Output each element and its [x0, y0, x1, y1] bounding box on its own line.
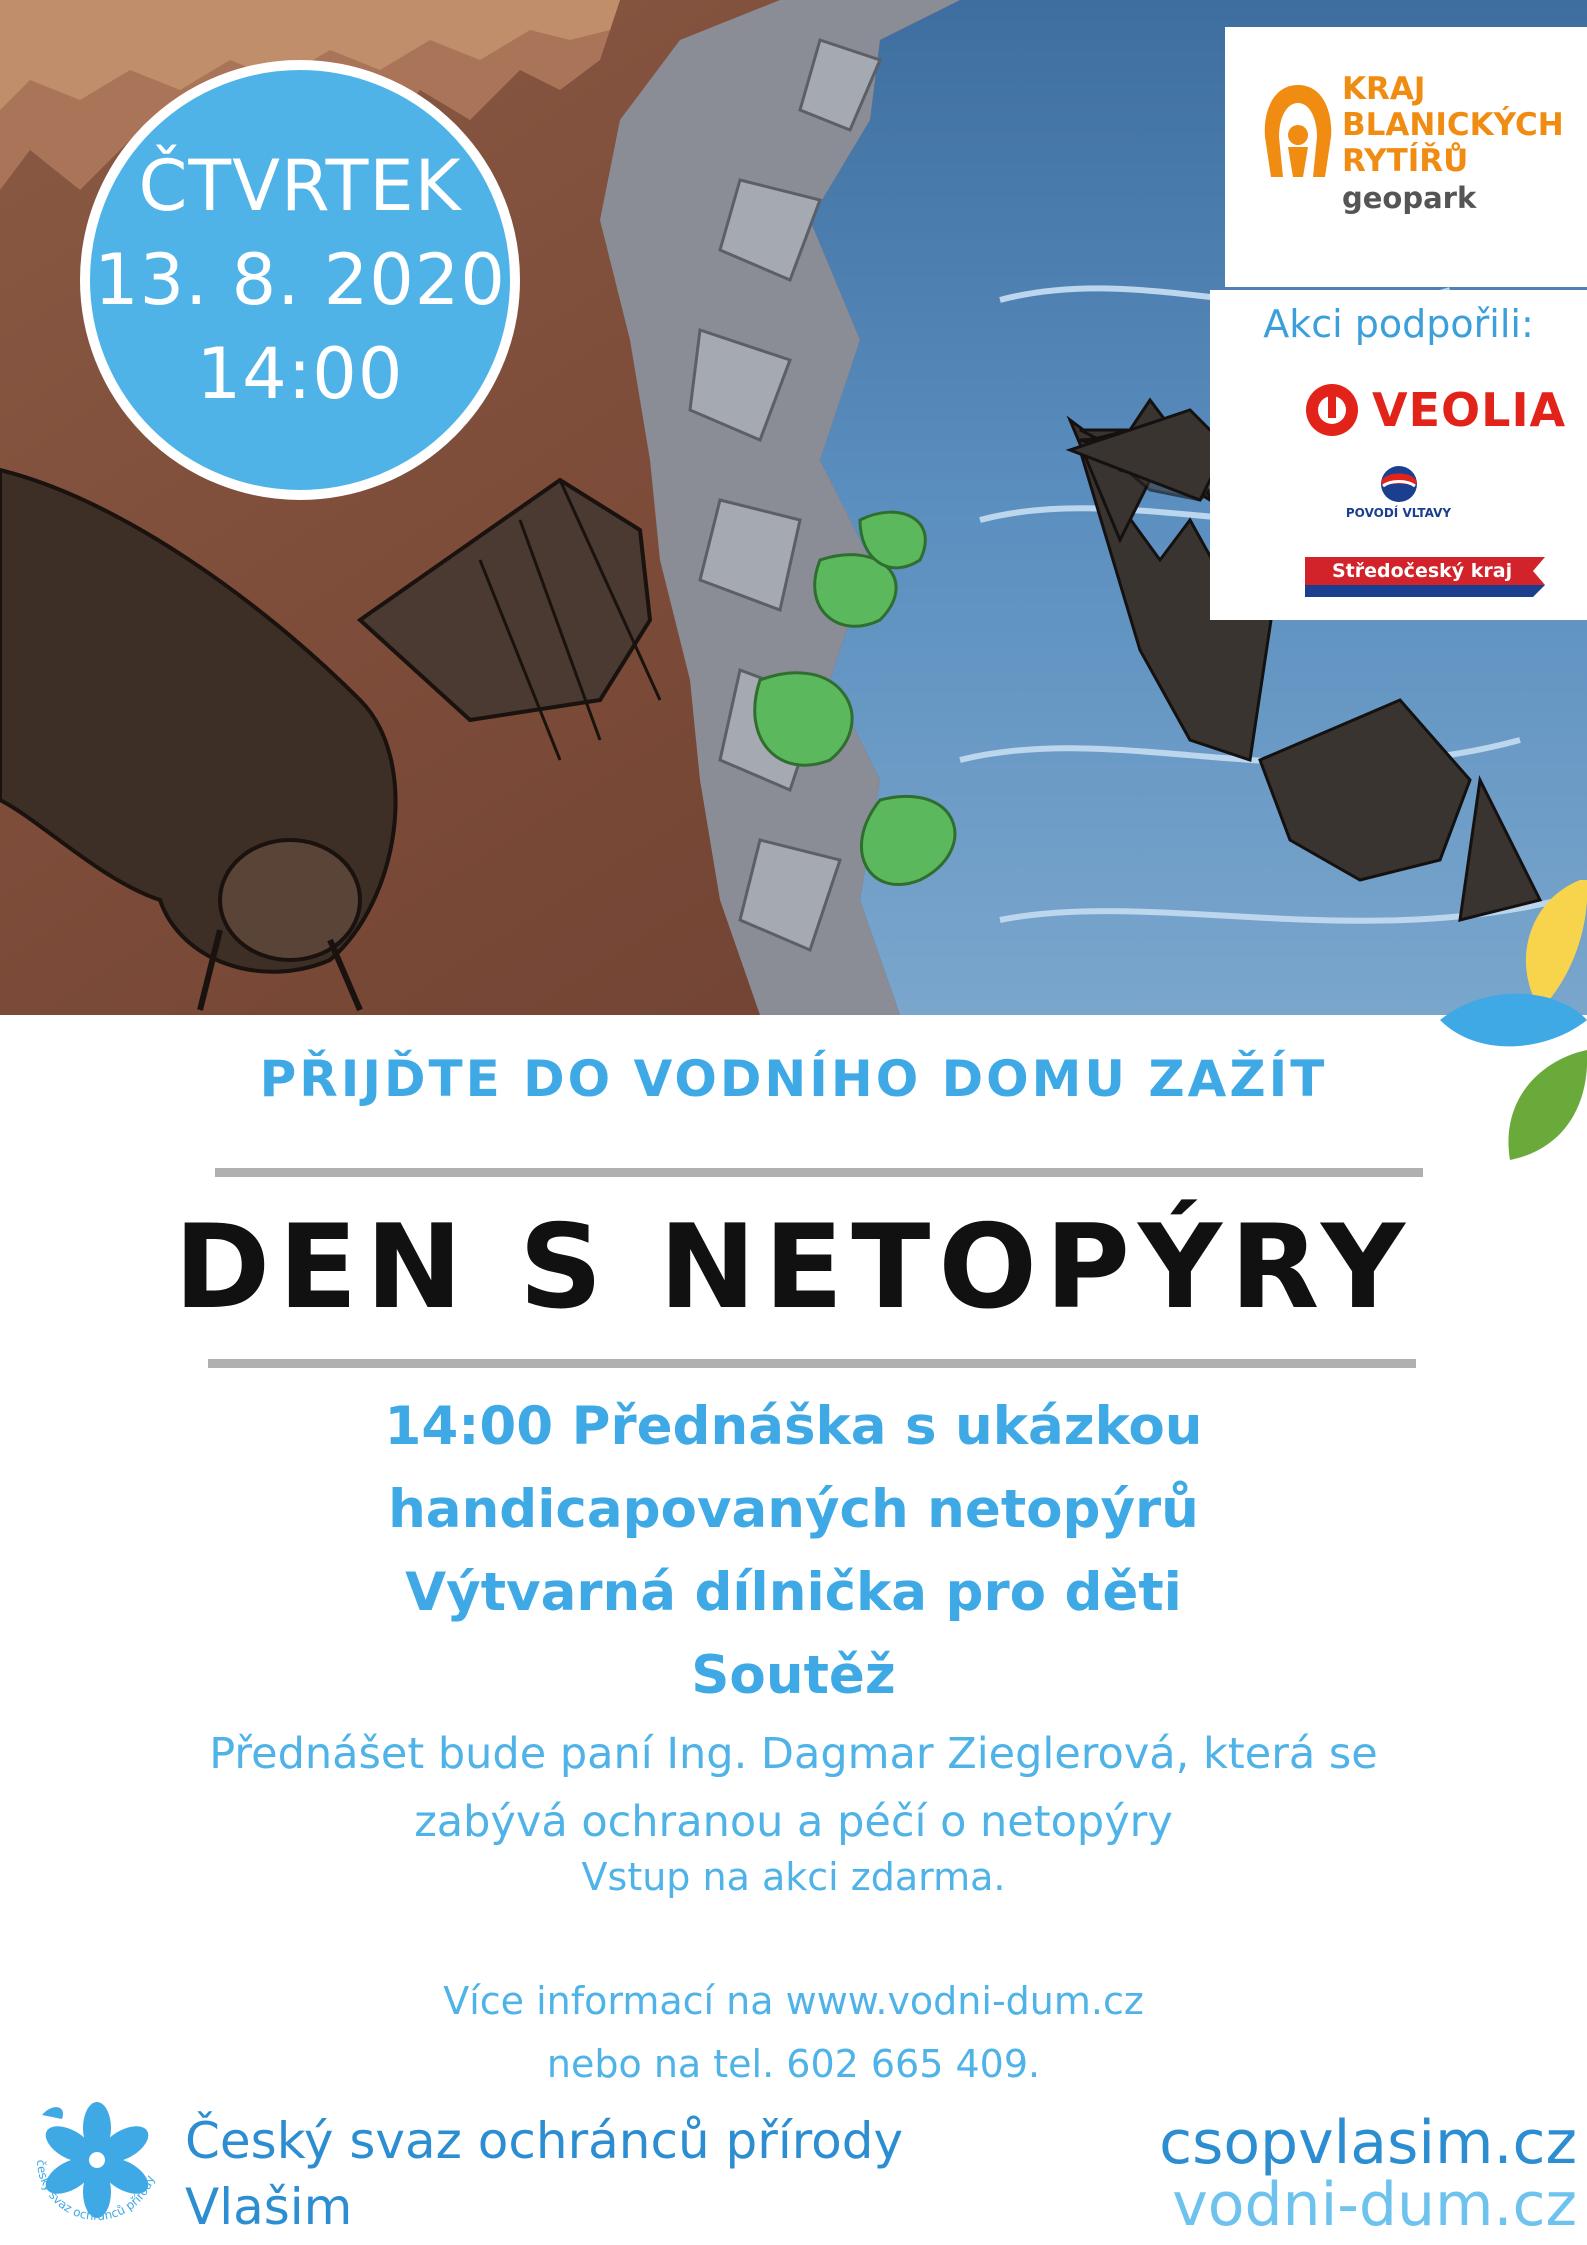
veolia-icon [1302, 380, 1362, 440]
event-title: DEN S NETOPÝRY [174, 1200, 1413, 1335]
stredocesky-kraj-label: Středočeský kraj [1332, 560, 1513, 582]
geopark-line-4: geopark [1342, 181, 1477, 215]
flower-petals-decoration [1430, 870, 1587, 1160]
divider-top [215, 1168, 1423, 1177]
geopark-line-3: RYTÍŘŮ [1342, 143, 1469, 179]
date-time: 14:00 [196, 333, 404, 415]
svg-text:český svaz ochránců přírody: český svaz ochránců přírody [33, 2159, 158, 2224]
program-item: handicapovaných netopýrů [388, 1479, 1199, 1540]
geopark-logo-box [1225, 27, 1587, 287]
program-list [0, 1385, 1587, 1717]
veolia-logo [1302, 380, 1566, 440]
organization-name [185, 2108, 903, 2240]
contact-info [0, 1970, 1587, 2096]
povodi-vltavy-label: POVODÍ VLTAVY [1345, 506, 1452, 520]
sponsors-box [1210, 290, 1587, 620]
povodi-vltavy-icon [1369, 460, 1429, 502]
povodi-vltavy-logo [1210, 460, 1587, 520]
program-item: Soutěž [691, 1645, 896, 1706]
admission-note: Vstup na akci zdarma. [581, 1855, 1006, 1899]
geopark-knight-icon [1253, 77, 1343, 187]
sponsors-title: Akci podpořili: [1263, 302, 1534, 346]
date-day: ČTVRTEK [138, 145, 462, 227]
lecturer-note-line-2: zabývá ochranou a péčí o netopýry [414, 1797, 1173, 1847]
lecturer-note [0, 1720, 1587, 1856]
website-primary-link[interactable]: csopvlasim.cz [1159, 2108, 1577, 2178]
divider-bottom [208, 1359, 1416, 1368]
organization-name-line-2: Vlašim [185, 2178, 353, 2236]
program-item: Výtvarná dílnička pro děti [405, 1562, 1182, 1623]
csop-flower-logo [22, 2085, 172, 2235]
lecturer-note-line-1: Přednášet bude paní Ing. Dagmar Zieglerová, která se [209, 1729, 1378, 1779]
organization-name-line-1: Český svaz ochránců přírody [185, 2112, 904, 2170]
contact-info-line-1: Více informací na www.vodni-dum.cz [443, 1979, 1144, 2023]
contact-info-line-2: nebo na tel. 602 665 409. [546, 2042, 1041, 2086]
date-date: 13. 8. 2020 [94, 239, 506, 321]
kicker-text: PŘIJĎTE DO VODNÍHO DOMU ZAŽÍT [259, 1050, 1328, 1108]
veolia-label: VEOLIA [1372, 383, 1567, 437]
geopark-line-2: BLANICKÝCH [1342, 107, 1564, 143]
website-secondary-link[interactable]: vodni-dum.cz [1172, 2170, 1577, 2240]
date-badge [80, 60, 520, 500]
geopark-line-1: KRAJ [1342, 71, 1426, 107]
program-item: 14:00 Přednáška s ukázkou [384, 1396, 1203, 1457]
